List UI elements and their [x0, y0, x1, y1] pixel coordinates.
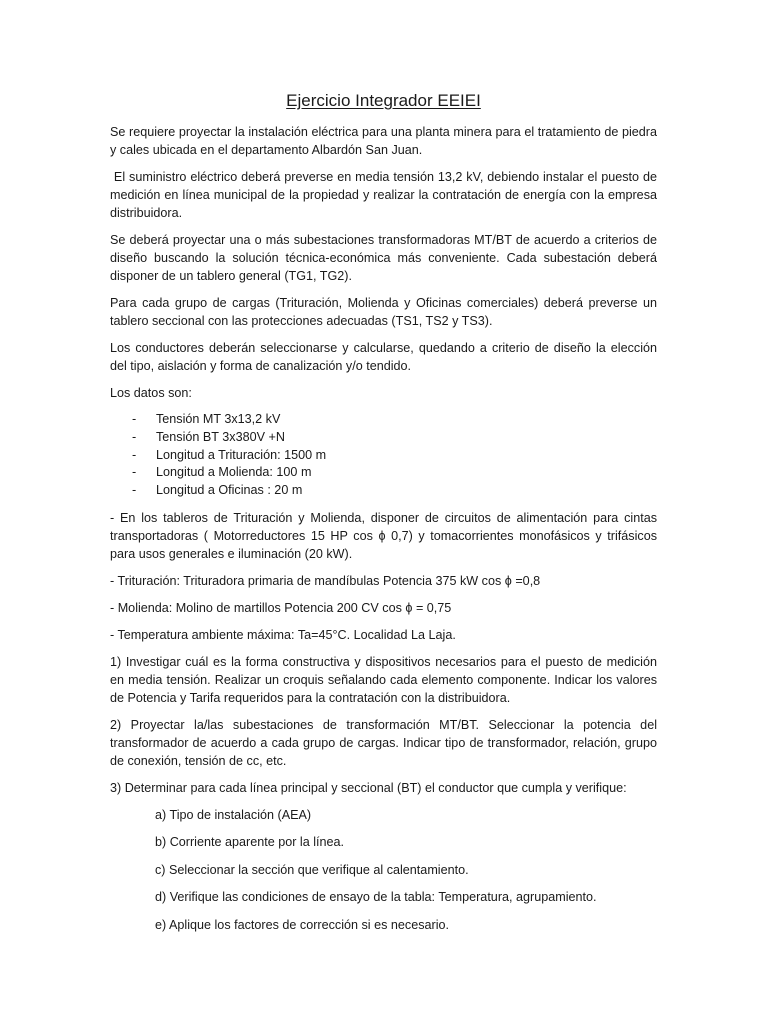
data-list [110, 411, 657, 500]
list-item: - Longitud a Oficinas : 20 m [110, 482, 657, 500]
list-item: - Tensión MT 3x13,2 kV [110, 411, 657, 429]
subtask-e: e) Aplique los factores de corrección si es necesario. [155, 917, 450, 932]
list-item: - Longitud a Molienda: 100 m [110, 464, 657, 482]
data-heading: Los datos son: [110, 386, 192, 400]
subtask-a: a) Tipo de instalación (AEA) [155, 807, 312, 822]
note-molienda: - Molienda: Molino de martillos Potencia 200 CV cos ϕ = 0,75 [110, 600, 452, 615]
list-item: - Tensión BT 3x380V +N [110, 429, 657, 447]
list-item: - Longitud a Trituración: 1500 m [110, 447, 657, 465]
intro-paragraph-1: Se requiere proyectar la instalación eléctrica para una planta minera para el tratamiento de piedra y cales ubicada en el departamento Albardón San Juan. [110, 125, 657, 157]
task-1: 1) Investigar cuál es la forma constructiva y dispositivos necesarios para el puesto de medición en media tensión. Realizar un croquis señalando cada elemento componente. Indicar los valores de Potencia y Tarifa requeridos para la contratación con la distribuidora. [110, 654, 657, 705]
task-2: 2) Proyectar la/las subestaciones de transformación MT/BT. Seleccionar la potencia del transformador de acuerdo a cada grupo de cargas. Indicar tipo de transformador, relación, grupo de conexión, tensión de cc, etc. [110, 717, 657, 768]
page-title: Ejercicio Integrador EEIEI [286, 91, 481, 110]
intro-paragraph-3: Se deberá proyectar una o más subestaciones transformadoras MT/BT de acuerdo a criterios de diseño buscando la solución técnica-económica más conveniente. Cada subestación deberá disponer de un tablero general (TG1, TG2). [110, 233, 657, 283]
intro-paragraph-4: Para cada grupo de cargas (Trituración, Molienda y Oficinas comerciales) deberá preverse un tablero seccional con las protecciones adecuadas (TS1, TS2 y TS3). [110, 296, 657, 328]
subtask-b: b) Corriente aparente por la línea. [155, 835, 345, 850]
note-circuits: - En los tableros de Trituración y Molienda, disponer de circuitos de alimentación para cintas transportadoras ( Motorreductores 15 HP cos ϕ 0,7) y tomacorrientes monofásicos y trifásicos para usos generales e iluminación (20 kW). [110, 510, 657, 561]
task-3: 3) Determinar para cada línea principal y seccional (BT) el conductor que cumpla y verifique: [110, 780, 627, 795]
intro-paragraph-2: El suministro eléctrico deberá preverse en media tensión 13,2 kV, debiendo instalar el puesto de medición en línea municipal de la propiedad y realizar la contratación de energía con la empresa distribuidora. [110, 170, 661, 220]
intro-paragraph-5: Los conductores deberán seleccionarse y calcularse, quedando a criterio de diseño la elección del tipo, aislación y forma de canalización y/o tendido. [110, 341, 657, 373]
note-temperatura: - Temperatura ambiente máxima: Ta=45°C. Localidad La Laja. [110, 627, 456, 642]
note-trituracion: - Trituración: Trituradora primaria de mandíbulas Potencia 375 kW cos ϕ =0,8 [110, 573, 541, 588]
subtask-c: c) Seleccionar la sección que verifique al calentamiento. [155, 862, 469, 877]
subtask-d: d) Verifique las condiciones de ensayo de la tabla: Temperatura, agrupamiento. [155, 890, 597, 905]
